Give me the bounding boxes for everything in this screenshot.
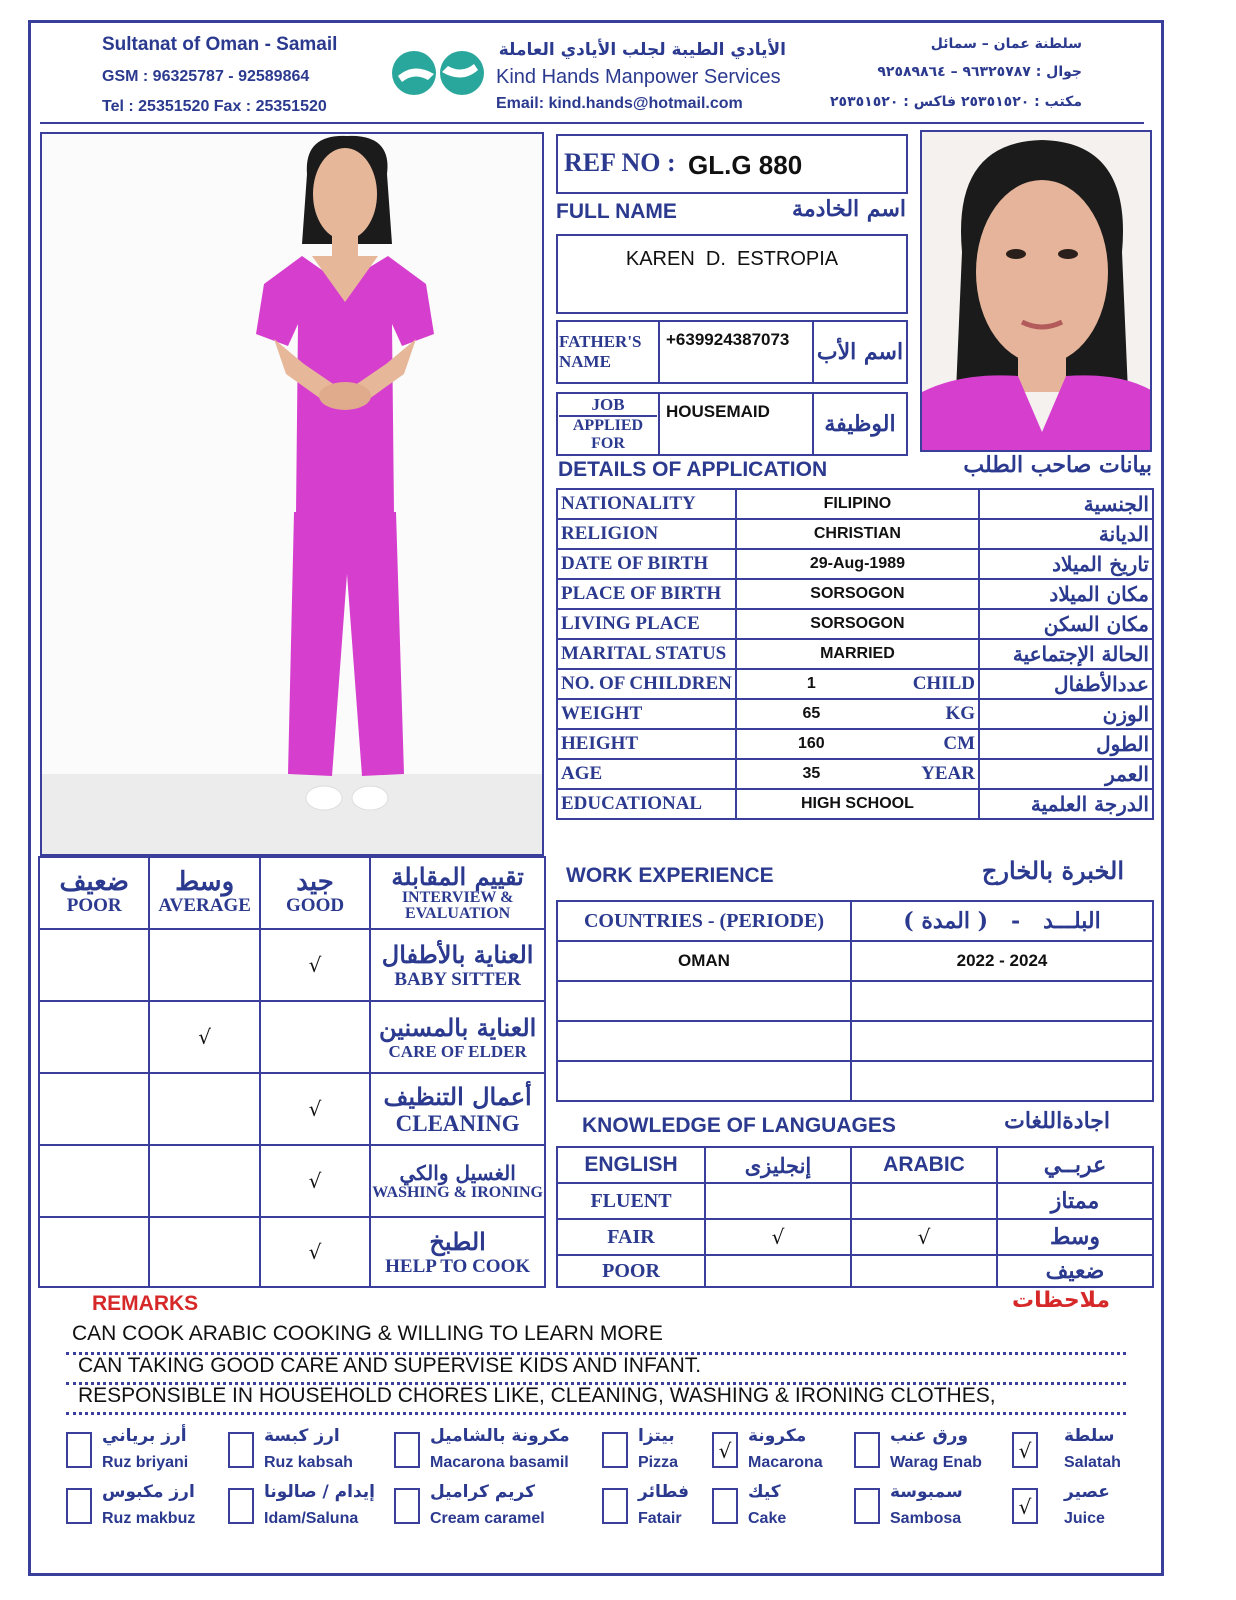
job-label: JOB APPLIED FOR <box>557 393 659 455</box>
company-name-ar: الأيادي الطيبة لجلب الأيادي العاملة <box>498 40 786 60</box>
food-cake: كيك Cake <box>712 1482 852 1538</box>
work-table <box>556 900 1154 1102</box>
lang-row-fair: FAIR √ √ وسط <box>557 1219 1153 1255</box>
work-row <box>557 981 1153 1021</box>
food-cream-caramel: كريم كراميل Cream caramel <box>394 1482 534 1538</box>
father-table <box>556 320 908 384</box>
food-checkbox[interactable] <box>228 1488 254 1524</box>
food-checkbox[interactable]: √ <box>1012 1488 1038 1524</box>
check-arabic-fair: √ <box>851 1219 997 1255</box>
food-sambosa: سمبوسة Sambosa <box>854 1482 994 1538</box>
remarks-label: REMARKS <box>92 1292 199 1315</box>
evaluation-table <box>38 856 546 1288</box>
evaluation-header-row <box>39 857 545 929</box>
evaluation-row-cleaning: √ أعمال التنظيف CLEANING <box>39 1073 545 1145</box>
details-row: DATE OF BIRTH 29-Aug-1989 تاريخ الميلاد <box>557 549 1153 579</box>
job-table <box>556 392 908 456</box>
full-name-label: FULL NAME <box>556 200 677 223</box>
check-washing-good: √ <box>260 1145 370 1217</box>
company-logo <box>388 50 488 96</box>
header-right-mobile: جوال : ٩٦٣٢٥٧٨٧ – ٩٢٥٨٩٨٦٤ <box>877 64 1082 80</box>
food-macarona: √ مكرونة Macarona <box>712 1426 852 1482</box>
company-email: Email: kind.hands@hotmail.com <box>496 95 743 112</box>
languages-title-ar: اجادةاللغات <box>1004 1108 1110 1134</box>
check-cook-good: √ <box>260 1217 370 1287</box>
food-checkbox[interactable]: √ <box>712 1432 738 1468</box>
languages-table <box>556 1146 1154 1288</box>
food-checkbox[interactable] <box>66 1432 92 1468</box>
remark-line-3: RESPONSIBLE IN HOUSEHOLD CHORES LIKE, CLEANING, WASHING & IRONING CLOTHES, <box>78 1384 996 1407</box>
company-name-en: Kind Hands Manpower Services <box>496 66 781 88</box>
header-right-title: سلطنة عمان – سمائل <box>930 36 1082 52</box>
food-ruz-makbuz: ارز مكبوس Ruz makbuz <box>66 1482 206 1538</box>
father-value: +639924387073 <box>659 321 813 383</box>
food-checkbox[interactable] <box>228 1432 254 1468</box>
food-juice: √ عصير Juice <box>1012 1482 1138 1538</box>
food-ruz-kabsah: ارز كبسة Ruz kabsah <box>228 1426 368 1482</box>
food-ruz-briyani: أرز برياني Ruz briyani <box>66 1426 206 1482</box>
evaluation-row-baby-sitter: √ العناية بالأطفال BABY SITTER <box>39 929 545 1001</box>
work-row <box>557 1021 1153 1061</box>
lang-row-poor: POOR ضعيف <box>557 1255 1153 1287</box>
work-title-ar: الخبرة بالخارج <box>981 856 1124 885</box>
food-fatair: فطائر Fatair <box>602 1482 742 1538</box>
details-row: MARITAL STATUS MARRIED الحالة الإجتماعية <box>557 639 1153 669</box>
details-title: DETAILS OF APPLICATION <box>558 458 828 481</box>
food-checkbox[interactable] <box>602 1488 628 1524</box>
details-row: NATIONALITY FILIPINO الجنسية <box>557 489 1153 519</box>
food-checkbox[interactable] <box>602 1432 628 1468</box>
header-left-title: Sultanat of Oman - Samail <box>102 34 338 55</box>
ref-label: REF NO : <box>564 148 676 177</box>
check-baby-sitter-good: √ <box>260 929 370 1001</box>
details-row: NO. OF CHILDREN 1 CHILD عددالأطفال <box>557 669 1153 699</box>
food-salatah: √ سلطة Salatah <box>1012 1426 1138 1482</box>
job-value: HOUSEMAID <box>659 393 813 455</box>
food-checkbox[interactable] <box>712 1488 738 1524</box>
remark-line-1: CAN COOK ARABIC COOKING & WILLING TO LEARN MORE <box>72 1322 663 1345</box>
work-col-ar: البلـــد - ( المدة ) <box>851 901 1153 941</box>
food-checkbox[interactable] <box>854 1432 880 1468</box>
check-english-fair: √ <box>705 1219 851 1255</box>
remark-line-2: CAN TAKING GOOD CARE AND SUPERVISE KIDS AND INFANT. <box>78 1354 702 1377</box>
header-interview-evaluation: تقييم المقابلة INTERVIEW & EVALUATION <box>370 857 545 929</box>
ref-value: GL.G 880 <box>688 150 803 180</box>
full-name-box <box>556 234 908 314</box>
header-average: وسط AVERAGE <box>149 857 259 929</box>
father-label-ar: اسم الأب <box>813 321 907 383</box>
full-name-value: KAREN D. ESTROPIA <box>625 248 839 270</box>
work-row <box>557 1061 1153 1101</box>
food-pizza: بيتزا Pizza <box>602 1426 742 1482</box>
header-good: جيد GOOD <box>260 857 370 929</box>
food-checkbox[interactable] <box>66 1488 92 1524</box>
food-idam-saluna: إيدام / صالونا Idam/Saluna <box>228 1482 368 1538</box>
header-right-office: مكتب : ٢٥٣٥١٥٢٠ فاكس : ٢٥٣٥١٥٢٠ <box>830 94 1082 110</box>
food-checkbox[interactable] <box>394 1488 420 1524</box>
passport-photo <box>920 130 1152 452</box>
father-label: FATHER'S NAME <box>557 321 659 383</box>
food-checkbox[interactable]: √ <box>1012 1432 1038 1468</box>
evaluation-row-washing-ironing: √ الغسيل والكي WASHING & IRONING <box>39 1145 545 1217</box>
details-row: RELIGION CHRISTIAN الديانة <box>557 519 1153 549</box>
details-row: HEIGHT 160 CM الطول <box>557 729 1153 759</box>
languages-title: KNOWLEDGE OF LANGUAGES <box>582 1114 896 1137</box>
header-left-tel: Tel : 25351520 Fax : 25351520 <box>102 98 327 115</box>
lang-english-ar: إنجليزى <box>705 1147 851 1183</box>
details-row: AGE 35 YEAR العمر <box>557 759 1153 789</box>
details-table <box>556 488 1154 820</box>
full-body-photo <box>40 132 544 856</box>
ref-box <box>556 134 908 194</box>
details-row: PLACE OF BIRTH SORSOGON مكان الميلاد <box>557 579 1153 609</box>
lang-arabic-ar: عربــي <box>997 1147 1153 1183</box>
food-checkbox[interactable] <box>854 1488 880 1524</box>
lang-arabic: ARABIC <box>851 1147 997 1183</box>
remark-divider <box>66 1412 1126 1415</box>
details-row: EDUCATIONAL HIGH SCHOOL الدرجة العلمية <box>557 789 1153 819</box>
header-left-gsm: GSM : 96325787 - 92589864 <box>102 68 310 85</box>
food-warag-enab: ورق عنب Warag Enab <box>854 1426 994 1482</box>
evaluation-row-help-to-cook: √ الطبخ HELP TO COOK <box>39 1217 545 1287</box>
work-title: WORK EXPERIENCE <box>566 864 774 887</box>
details-row: WEIGHT 65 KG الوزن <box>557 699 1153 729</box>
details-title-ar: بيانات صاحب الطلب <box>963 452 1152 478</box>
full-name-label-ar: اسم الخادمة <box>792 196 906 222</box>
details-row: LIVING PLACE SORSOGON مكان السكن <box>557 609 1153 639</box>
work-row: OMAN 2022 - 2024 <box>557 941 1153 981</box>
check-cleaning-good: √ <box>260 1073 370 1145</box>
check-elder-average: √ <box>149 1001 259 1073</box>
lang-row-fluent: FLUENT ممتاز <box>557 1183 1153 1219</box>
work-col-countries: COUNTRIES - (PERIODE) <box>557 901 851 941</box>
food-checkbox[interactable] <box>394 1432 420 1468</box>
evaluation-row-care-of-elder: √ العناية بالمسنين CARE OF ELDER <box>39 1001 545 1073</box>
job-label-ar: الوظيفة <box>813 393 907 455</box>
header-divider <box>40 122 1144 124</box>
lang-english: ENGLISH <box>557 1147 705 1183</box>
food-macarona-basamil: مكرونة بالشاميل Macarona basamil <box>394 1426 534 1482</box>
remarks-label-ar: ملاحظات <box>1012 1288 1110 1313</box>
header-poor: ضعيف POOR <box>39 857 149 929</box>
